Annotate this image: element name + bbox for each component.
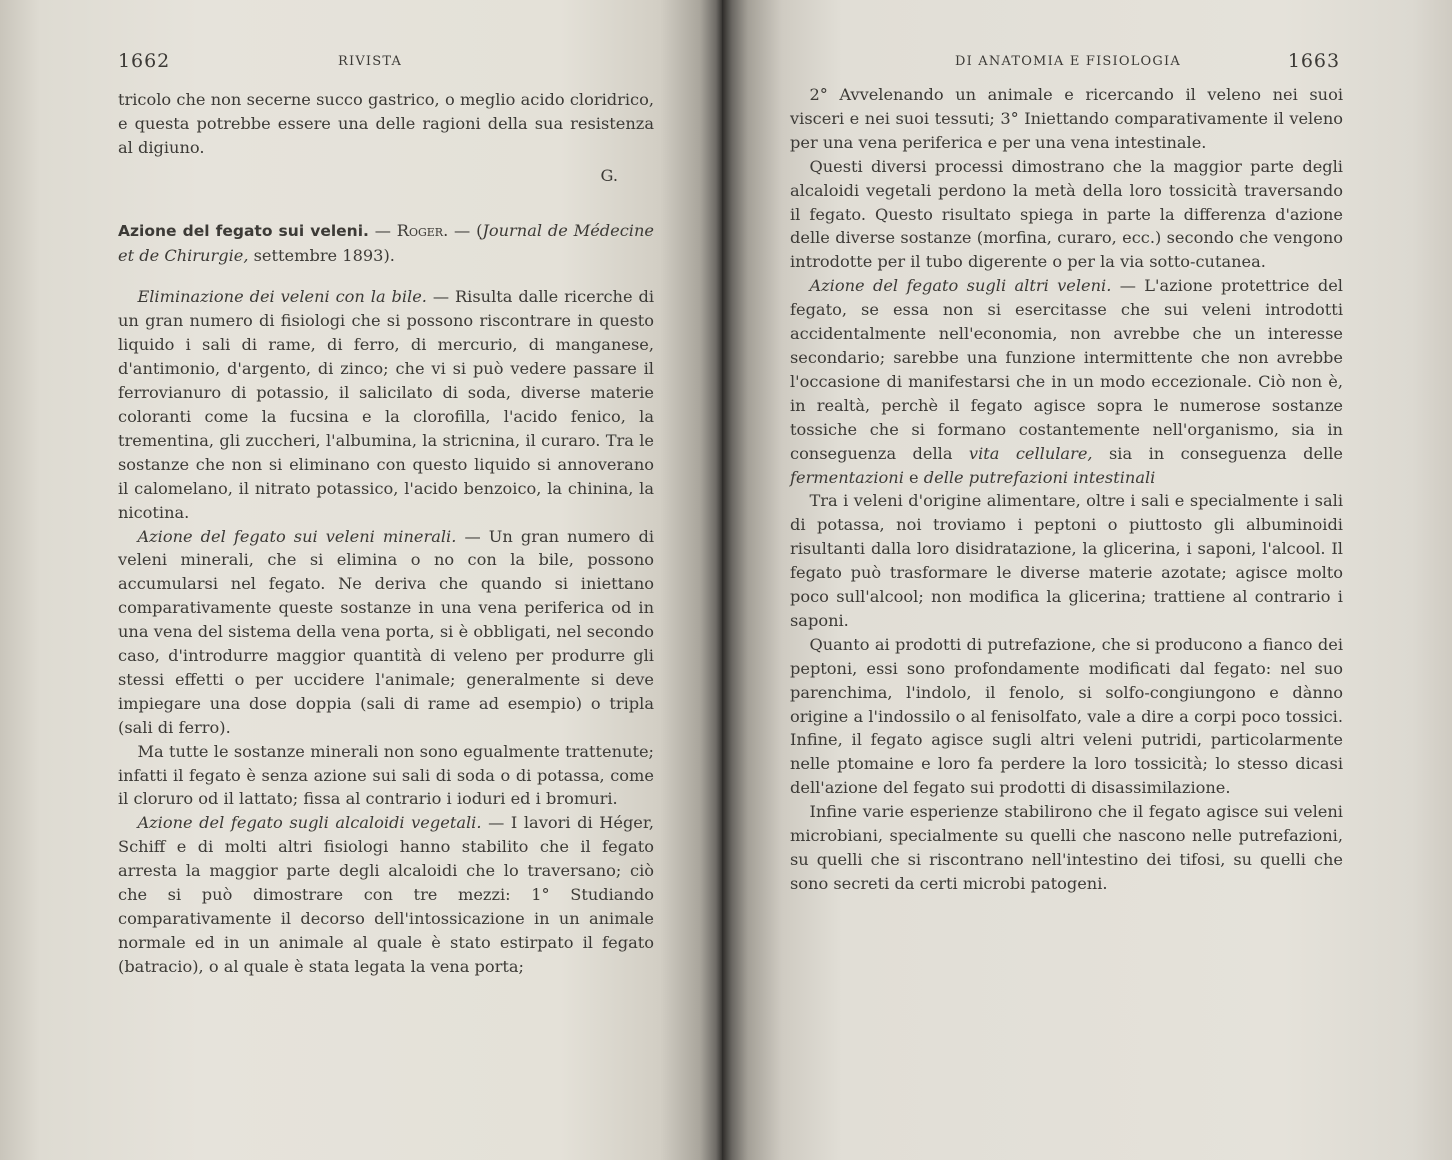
heading-dash: —: [368, 220, 397, 240]
section-text: — I lavori di Héger, Schiff e di molti altri fisiologi hanno stabilito che il fegato arresta la maggior parte degli alcaloidi che lo traversano; ciò che si può dimostrare con tre mezzi: 1° Studiando comparativamente il decorso dell'intossicazione in un animale normale ed in un animale al quale è stato estirpato il fegato (batracio), o al quale è stata legata la vena porta;: [118, 813, 654, 976]
article-author: Roger: [396, 220, 444, 240]
left-page-header: [118, 50, 658, 80]
section-heading: Azione del fegato sui veleni minerali.: [137, 526, 457, 546]
paragraph-continuation: tricolo che non secerne succo gastrico, o meglio acido cloridrico, e questa potrebbe essere una delle ragioni della sua resistenza al digiuno.: [118, 90, 654, 157]
left-text-column: [118, 88, 654, 979]
journal-name: Journal de Médecine et de Chirurgie,: [118, 220, 654, 265]
journal-date: settembre 1893).: [248, 245, 395, 265]
section-text: — Un gran numero di veleni minerali, che si elimina o no con la bile, possono accumularsi nel fegato. Ne deriva che quando si iniettano comparativamente queste sostanze in una vena periferica od in una vena del sistema della vena porta, si è obbligati, nel secondo caso, d'introdurre maggior quantità di veleno per produrre gli stessi effetti o per uccidere l'animale; generalmente si deve impiegare una dose doppia (sali di rame ad esempio) o tripla (sali di ferro).: [118, 526, 654, 737]
section-alcaloidi: [118, 811, 654, 978]
page-number: 1662: [118, 50, 171, 72]
section-text: — L'azione protettrice del fegato, se essa non si esercitasse che sui veleni introdotti accidentalmente nell'economia, non avrebbe che un interesse secondario; sarebbe una funzione intermittente che non avrebbe l'occasione di manifestarsi che in un modo eccezionale. Ciò non è, in realtà, perchè il fegato agisce sopra le numerose sostanze tossiche che si formano costantemente nell'organismo, sia in conseguenza della: [790, 276, 1343, 463]
running-head: DI ANATOMIA E FISIOLOGIA: [955, 54, 1181, 69]
paragraph-sostanze-minerali: Ma tutte le sostanze minerali non sono egualmente trattenute; infatti il fegato è senza azione sui sali di soda o di potassa, come il cloruro od il lattato; fissa al contrario i ioduri ed i bromuri.: [118, 741, 654, 809]
paragraph-veleni-microbiani: Infine varie esperienze stabilirono che il fegato agisce sui veleni microbiani, specialmente su quelli che nascono nelle putrefazioni, su quelli che si riscontrano nell'intestino dei tifosi, su quelli che sono secreti da certi microbi patogeni.: [790, 802, 1343, 893]
section-text: sia in conseguenza delle: [1092, 443, 1344, 463]
running-head: RIVISTA: [338, 54, 403, 69]
author-signature: G.: [600, 165, 618, 185]
article-title: Azione del fegato sui veleni.: [118, 221, 369, 240]
paragraph-continuation: 2° Avvelenando un animale e ricercando il veleno nei suoi visceri e nei suoi tessuti; 3° Iniettando comparativamente il veleno per una vena periferica e per una vena intestinale.: [790, 85, 1343, 152]
article-heading: [118, 219, 654, 268]
page-number: 1663: [1287, 50, 1340, 72]
section-veleni-minerali: [118, 525, 654, 740]
paragraph-putrefazione: Quanto ai prodotti di putrefazione, che si producono a fianco dei peptoni, essi sono profondamente modificati dal fegato: nel suo parenchima, l'indolo, il fenolo, si solfo-congiungono e dànno origine a l'indossilo o al fenisolfato, vale a dire a corpi poco tossici. Infine, il fegato agisce sugli altri veleni putridi, particolarmente nelle ptomaine e loro fa perdere la loro tossicità; lo stesso dicasi dell'azione del fegato sui prodotti di disassimilazione.: [790, 634, 1343, 798]
section-heading: Azione del fegato sugli alcaloidi vegetali.: [137, 813, 482, 833]
section-text: e: [903, 467, 924, 487]
section-eliminazione: [118, 285, 654, 524]
emphasis: delle putrefazioni intestinali: [923, 467, 1156, 487]
paragraph-veleni-alimentari: Tra i veleni d'origine alimentare, oltre i sali e specialmente i sali di potassa, noi troviamo i peptoni o piuttosto gli albuminoidi risultanti dalla loro disidratazione, la glicerina, i saponi, l'alcool. Il fegato può trasformare le diverse materie azotate; agisce molto poco sull'alcool; non modifica la glicerina; trattiene al contrario i saponi.: [790, 491, 1343, 630]
right-page-header: [780, 50, 1340, 80]
section-altri-veleni: [790, 274, 1343, 489]
right-page: [722, 0, 1452, 1160]
section-heading: Azione del fegato sugli altri veleni.: [809, 276, 1112, 296]
left-page: [0, 0, 722, 1160]
section-text: — Risulta dalle ricerche di un gran numero di fisiologi che si possono riscontrare in questo liquido i sali di rame, di ferro, di mercurio, di manganese, d'antimonio, d'argento, di zinco; che vi si può vedere passare il ferrovianuro di potassio, il salicilato di soda, diverse materie coloranti come la fucsina e la clorofilla, l'acido fenico, la trementina, gli zuccheri, l'albumina, la stricnina, il curaro. Tra le sostanze che non si eliminano con questo liquido si annoverano il calomelano, il nitrato potassico, l'acido benzoico, la chinina, la nicotina.: [118, 287, 654, 522]
emphasis: fermentazioni: [790, 467, 904, 487]
heading-dash: . — (: [443, 220, 483, 240]
emphasis: vita cellulare,: [968, 443, 1093, 463]
right-text-column: [790, 83, 1343, 896]
paragraph-processi: Questi diversi processi dimostrano che la maggior parte degli alcaloidi vegetali perdono la metà della loro tossicità traversando il fegato. Questo risultato spiega in parte la differenza d'azione delle diverse sostanze (morfina, curaro, ecc.) secondo che vengono introdotte per il tubo digerente o per la via sotto-cutanea.: [790, 156, 1343, 272]
section-heading: Eliminazione dei veleni con la bile.: [137, 287, 427, 307]
